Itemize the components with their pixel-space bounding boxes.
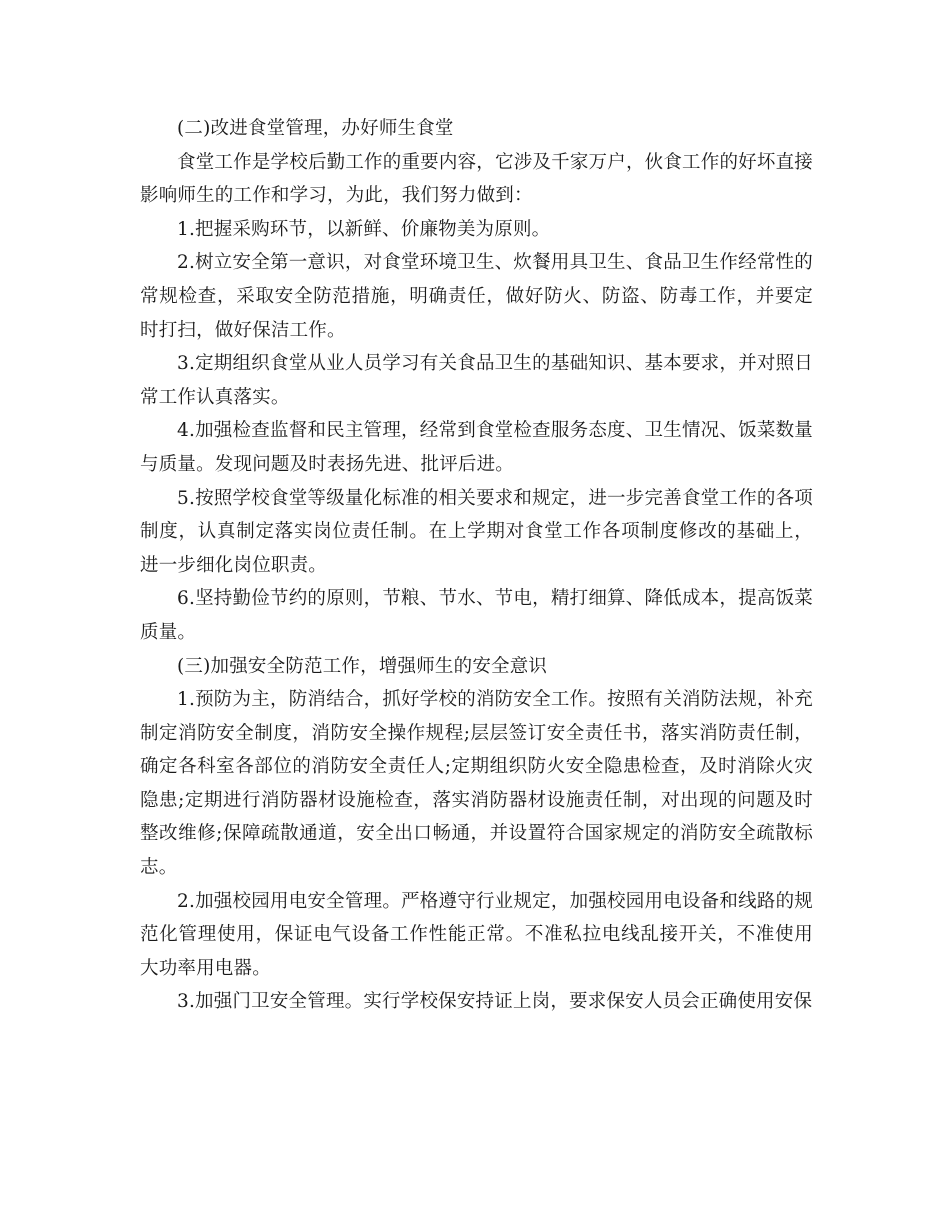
list-item-4: 4.加强检查监督和民主管理，经常到食堂检查服务态度、卫生情况、饭菜数量与质量。发现问题及时表扬先进、批评后进。 <box>140 420 813 475</box>
list-item-5: 5.按照学校食堂等级量化标准的相关要求和规定，进一步完善食堂工作的各项制度，认真制定落实岗位责任制。在上学期对食堂工作各项制度修改的基础上，进一步细化岗位职责。 <box>140 487 813 576</box>
section-heading-safety: (三)加强安全防范工作，增强师生的安全意识 <box>177 655 548 677</box>
section-heading-canteen: (二)改进食堂管理，办好师生食堂 <box>177 118 454 139</box>
list-item-6: 6.坚持勤俭节约的原则，节粮、节水、节电，精打细算、降低成本，提高饭菜质量。 <box>140 588 813 643</box>
list-item-3: 3.定期组织食堂从业人员学习有关食品卫生的基础知识、基本要求，并对照日常工作认真落实。 <box>140 353 813 408</box>
document-page <box>140 112 813 1019</box>
safety-item-3: 3.加强门卫安全管理。实行学校保安持证上岗，要求保安人员会正确使用安保 <box>177 991 813 1013</box>
safety-item-2: 2.加强校园用电安全管理。严格遵守行业规定，加强校园用电设备和线路的规范化管理使用，保证电气设备工作性能正常。不准私拉电线乱接开关，不准使用大功率用电器。 <box>140 890 813 979</box>
safety-item-1: 1.预防为主，防消结合，抓好学校的消防安全工作。按照有关消防法规，补充制定消防安全制度，消防安全操作规程;层层签订安全责任书，落实消防责任制，确定各科室各部位的消防安全责任人;定期组织防火安全隐患检查，及时消除火灾隐患;定期进行消防器材设施检查，落实消防器材设施责任制，对出现的问题及时整改维修;保障疏散通道，安全出口畅通，并设置符合国家规定的消防安全疏散标志。 <box>140 689 813 879</box>
paragraph-intro: 食堂工作是学校后勤工作的重要内容，它涉及千家万户，伙食工作的好坏直接影响师生的工作和学习，为此，我们努力做到： <box>140 151 813 207</box>
list-item-2: 2.树立安全第一意识，对食堂环境卫生、炊餐用具卫生、食品卫生作经常性的常规检查，采取安全防范措施，明确责任，做好防火、防盗、防毒工作，并要定时打扫，做好保洁工作。 <box>140 252 813 341</box>
list-item-1: 1.把握采购环节，以新鲜、价廉物美为原则。 <box>177 218 551 240</box>
